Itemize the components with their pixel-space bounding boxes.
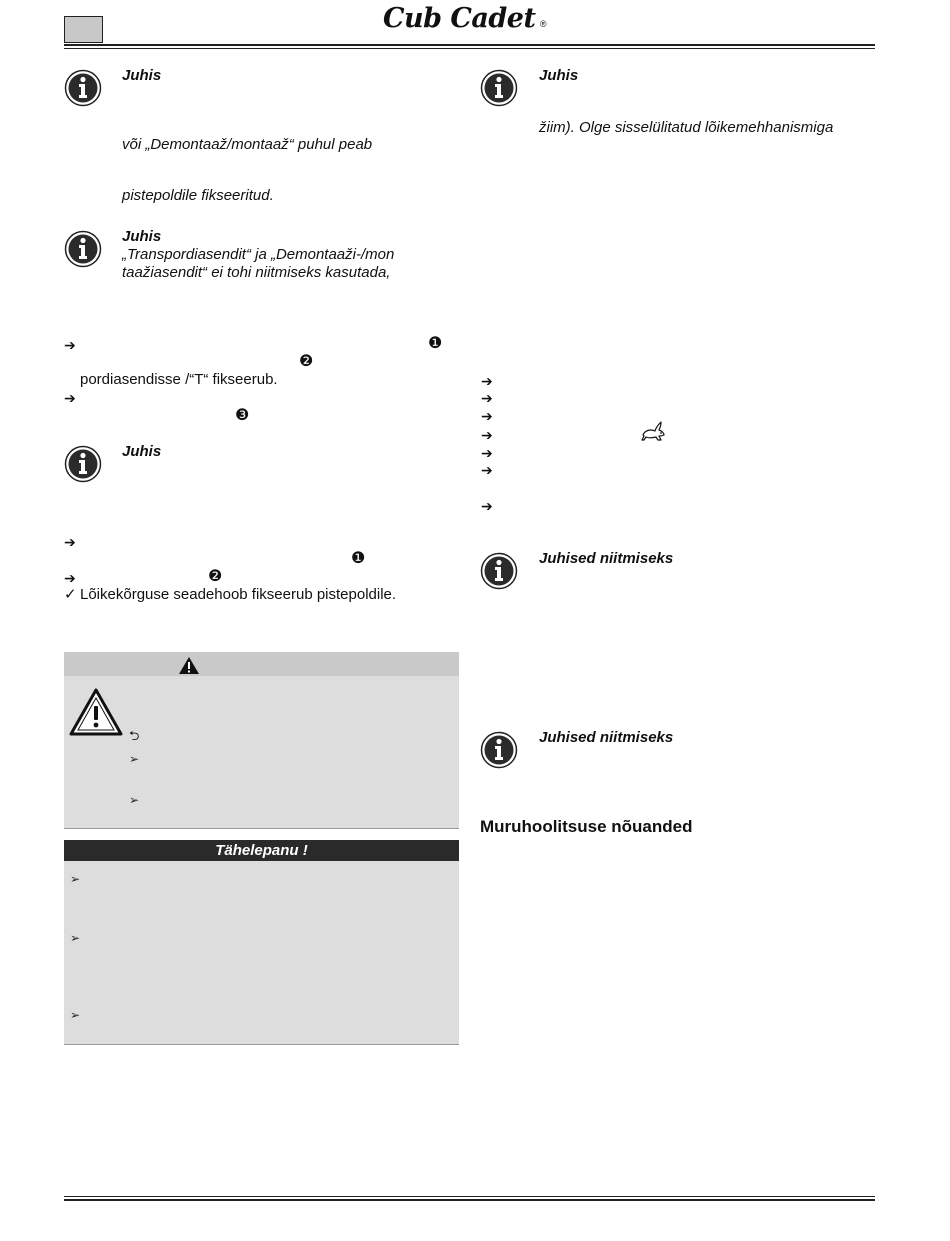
- info-icon: [480, 69, 518, 107]
- info-icon: [64, 69, 102, 107]
- brand-logo: [383, 2, 563, 36]
- page-number-box: [64, 16, 103, 43]
- bullet-chevron-icon: ➢: [70, 1008, 81, 1022]
- step-arrow-icon: ➔: [481, 445, 493, 461]
- warning-box: [64, 652, 459, 828]
- step-arrow-icon: ➔: [481, 462, 493, 478]
- step-arrow-icon: ➔: [64, 534, 76, 550]
- note-title: Juhis: [539, 67, 579, 84]
- callout-number-1: ❶: [428, 335, 443, 352]
- brand-logo-text: Cub Cadet: [383, 3, 536, 34]
- note-title: Juhised niitmiseks: [539, 729, 674, 746]
- info-icon: [64, 230, 102, 268]
- result-text: Lõikekõrguse seadehoob fikseerub pistepoldile.: [80, 586, 397, 603]
- check-icon: ✓: [64, 586, 77, 603]
- step-arrow-icon: ➔: [64, 570, 76, 586]
- note-text: taažiasendit“ ei tohi niitmiseks kasutada,: [122, 264, 391, 281]
- note-text: või „Demontaaž/montaaž“ puhul peab: [122, 136, 373, 153]
- step-arrow-icon: ➔: [64, 337, 76, 353]
- step-arrow-icon: ➔: [481, 427, 493, 443]
- section-heading: Muruhoolitsuse nõuanded: [480, 817, 693, 836]
- step-arrow-icon: ➔: [481, 390, 493, 406]
- note-text: „Transpordiasendit“ ja „Demontaaži-/mon: [122, 246, 395, 263]
- header-rule-thin: [64, 48, 875, 49]
- footer-rule-thin: [64, 1196, 875, 1197]
- rabbit-fast-icon: [640, 420, 666, 442]
- note-title: Juhis: [122, 228, 162, 245]
- info-icon: [64, 445, 102, 483]
- warning-box-rule: [64, 828, 459, 829]
- step-arrow-icon: ➔: [64, 390, 76, 406]
- warning-triangle-icon: [69, 688, 123, 736]
- note-title: Juhis: [122, 443, 162, 460]
- info-icon: [480, 552, 518, 590]
- bullet-chevron-icon: ➢: [129, 793, 140, 807]
- footer-rule: [64, 1199, 875, 1201]
- attention-box-rule: [64, 1044, 459, 1045]
- step-arrow-icon: ➔: [481, 498, 493, 514]
- warning-header: [64, 652, 459, 676]
- callout-number-2: ❷: [208, 568, 223, 585]
- warning-small-icon: [178, 656, 200, 675]
- bullet-chevron-icon: ➢: [129, 752, 140, 766]
- step-arrow-icon: ➔: [481, 408, 493, 424]
- registered-mark: ®: [539, 19, 547, 29]
- note-title: Juhised niitmiseks: [539, 550, 674, 567]
- step-arrow-icon: ➔: [481, 373, 493, 389]
- note-text: žiim). Olge sisselülitatud lõikemehhanismiga: [539, 119, 834, 136]
- attention-title: Tähelepanu !: [215, 842, 308, 859]
- callout-number-1: ❶: [351, 550, 366, 567]
- step-text: pordiasendisse /“T“ fikseerub.: [80, 371, 278, 388]
- note-text: pistepoldile fikseeritud.: [122, 187, 274, 204]
- bullet-chevron-icon: ➢: [70, 872, 81, 886]
- callout-number-3: ❸: [235, 407, 250, 424]
- info-icon: [480, 731, 518, 769]
- attention-box: [64, 840, 459, 1044]
- return-arrow-icon: ⮌: [129, 728, 140, 743]
- header-rule: [64, 44, 875, 46]
- bullet-chevron-icon: ➢: [70, 931, 81, 945]
- note-title: Juhis: [122, 67, 162, 84]
- callout-number-2: ❷: [299, 353, 314, 370]
